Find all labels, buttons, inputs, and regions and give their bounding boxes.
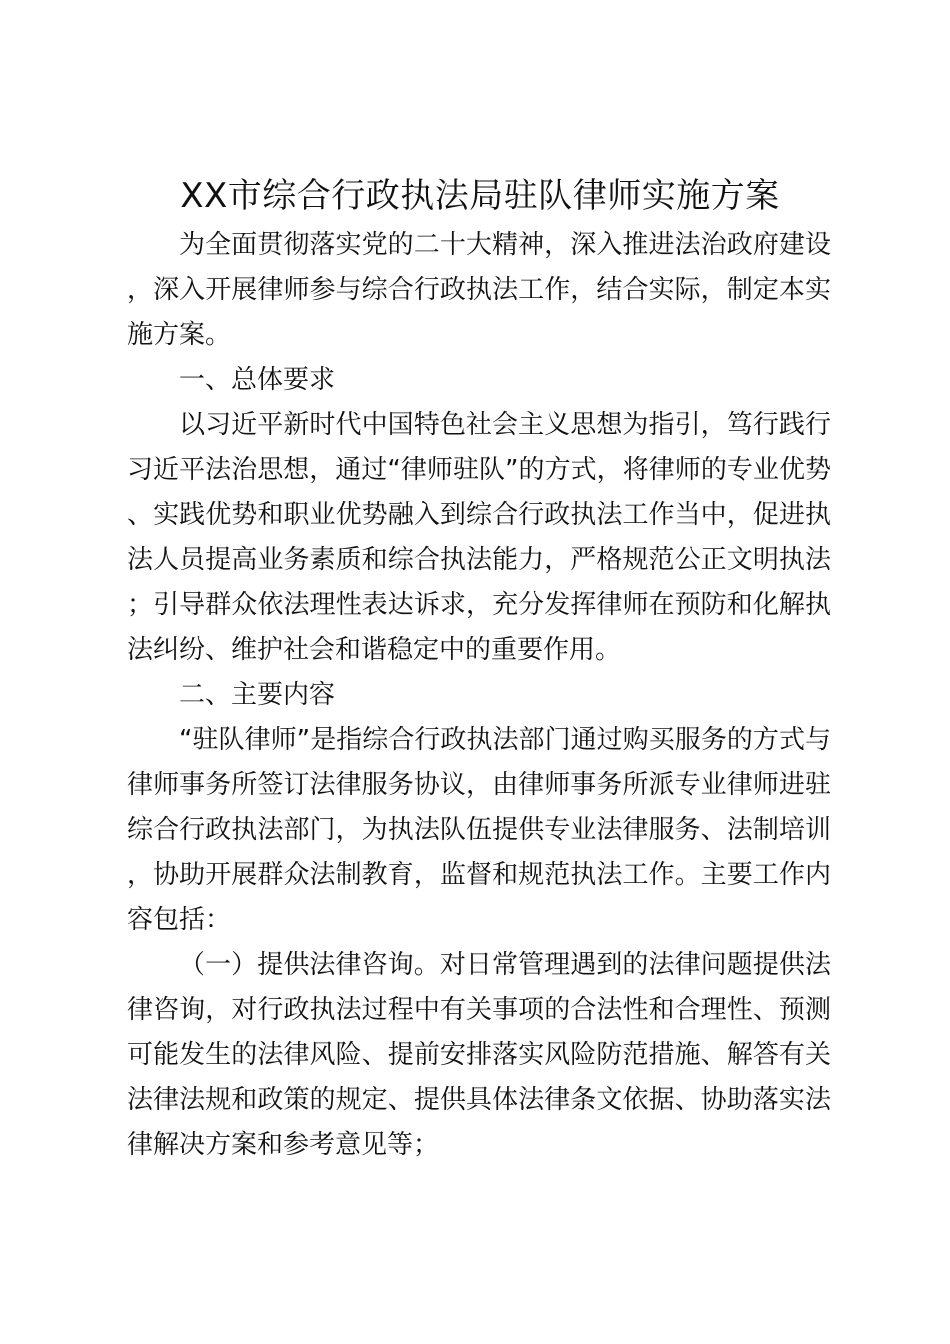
section-heading-main-content: 二、主要内容 — [179, 680, 336, 710]
document-body — [127, 223, 831, 1168]
section-heading-general-requirements: 一、总体要求 — [179, 365, 336, 395]
intro-paragraph: 为全面贯彻落实党的二十大精神，深入推进法治政府建设，深入开展律师参与综合行政执法工作，结合实际，制定本实施方案。 — [127, 230, 831, 350]
document-title: XX市综合行政执法局驻队律师实施方案 — [180, 176, 780, 216]
legal-consultation-paragraph: （一）提供法律咨询。对日常管理遇到的法律问题提供法律咨询，对行政执法过程中有关事项的合法性和合理性、预测可能发生的法律风险、提前安排落实风险防范措施、解答有关法律法规和政策的规定、提供具体法律条文依据、协助落实法律解决方案和参考意见等； — [127, 950, 831, 1160]
main-content-paragraph: “驻队律师”是指综合行政执法部门通过购买服务的方式与律师事务所签订法律服务协议，由律师事务所派专业律师进驻综合行政执法部门，为执法队伍提供专业法律服务、法制培训，协助开展群众法制教育，监督和规范执法工作。主要工作内容包括： — [127, 725, 831, 935]
general-requirements-paragraph: 以习近平新时代中国特色社会主义思想为指引，笃行践行习近平法治思想，通过“律师驻队”的方式，将律师的专业优势、实践优势和职业优势融入到综合行政执法工作当中，促进执法人员提高业务素质和综合执法能力，严格规范公正文明执法；引导群众依法理性表达诉求，充分发挥律师在预防和化解执法纠纷、维护社会和谐稳定中的重要作用。 — [127, 410, 831, 665]
